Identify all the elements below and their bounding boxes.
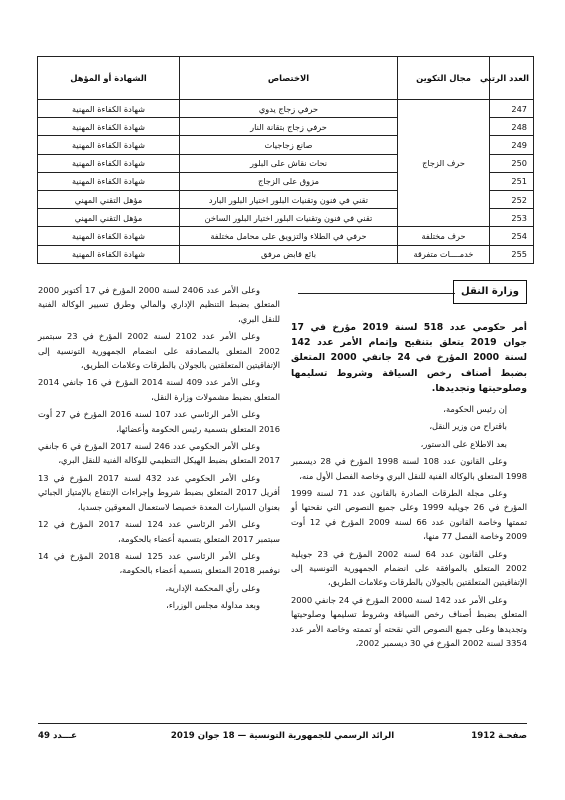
decree-title: أمر حكومي عدد 518 لسنة 2019 مؤرخ في 17 جوان 2019 يتعلق بتنقيح وإتمام الأمر عدد 142 لسنة 2000 المؤرخ في 24 جانفي 2000 المتعلق بضبط أصناف رخص السياقة وشروط تسليمها وصلوحيتها وتجديدها. <box>291 322 528 394</box>
cell-cert: شهادة الكفاءة المهنية <box>38 100 180 118</box>
decree-paragraph: وعلى الأمر عدد 409 لسنة 2014 المؤرخ في 16 جانفي 2014 المتعلق بضبط مشمولات وزارة النقل، <box>38 377 280 402</box>
decree-paragraph: وعلى الأمر الرئاسي عدد 107 لسنة 2016 المؤرخ في 27 أوت 2016 المتعلق بتسمية رئيس الحكومة وأعضائها، <box>38 409 280 434</box>
cell-num: 249 <box>490 136 534 154</box>
decree-column-left <box>38 283 280 616</box>
cell-spec: نحات نقاش على البلور <box>180 154 398 172</box>
journal-title: الرائد الرسمي للجمهورية التونسية — 18 جوان 2019 <box>170 731 395 741</box>
cell-num: 255 <box>490 245 534 263</box>
cell-num: 250 <box>490 154 534 172</box>
decree-paragraph: إن رئيس الحكومة، <box>443 404 507 415</box>
footer-rule <box>38 723 527 724</box>
cell-cert: مؤهل التقني المهني <box>38 190 180 208</box>
decree-paragraph: وعلى الأمر الحكومي عدد 246 لسنة 2017 المؤرخ في 6 جانفي 2017 المتعلق بضبط الهيكل التنظيمي للوكالة الفنية للنقل البري، <box>38 441 280 466</box>
header-spec: الاختصاص <box>180 57 398 100</box>
table-row <box>38 100 534 118</box>
cell-num: 247 <box>490 100 534 118</box>
table-header-row <box>38 57 534 100</box>
cell-spec: حرفي زجاج بتقانة النار <box>180 118 398 136</box>
decree-paragraph: وعلى مجلة الطرقات الصادرة بالقانون عدد 71 لسنة 1999 المؤرخ في 26 جويلية 1999 وعلى جميع النصوص التي نقحتها أو تممتها وخاصة القانون عدد 66 لسنة 2009 المؤرخ في 12 أوت 2009 وخاصة الفصل 77 منها، <box>291 488 528 542</box>
cell-field: خدمــــات متفرقة <box>398 245 490 263</box>
cell-spec: تقني في فنون وتقنيات البلور اختيار البلور الساخن <box>180 209 398 227</box>
specialties-table <box>38 56 534 264</box>
decree-paragraph: وعلى الأمر الرئاسي عدد 125 لسنة 2018 المؤرخ في 14 نوفمبر 2018 المتعلق بتسمية أعضاء بالحكومة، <box>38 550 280 576</box>
cell-num: 254 <box>490 227 534 245</box>
decree-column-right <box>291 320 527 654</box>
cell-spec: بائع قابض مرفق <box>180 245 398 263</box>
decree-paragraph: وعلى الأمر الحكومي عدد 432 لسنة 2017 المؤرخ في 13 أفريل 2017 المتعلق بضبط شروط وإجراءات الإنتفاع بالإمتياز الجبائي بعنوان السيارات المعدة خصيصا لاستعمال المعوقين جسديا، <box>38 472 280 512</box>
cell-num: 251 <box>490 172 534 190</box>
table-row <box>38 227 534 245</box>
cell-spec: مزوق على الزجاج <box>180 172 398 190</box>
cell-spec: حرفي زجاج يدوي <box>180 100 398 118</box>
cell-spec: حرفي في الطلاء والتزويق على محامل مختلفة <box>180 227 398 245</box>
page-number: صفحـة 1912 <box>471 731 527 741</box>
cell-spec: صانع زجاجيات <box>180 136 398 154</box>
decree-paragraph: وعلى رأي المحكمة الإدارية، <box>165 582 260 593</box>
cell-field: حرف مختلفة <box>398 227 490 245</box>
decree-paragraph: وعلى الأمر عدد 142 لسنة 2000 المؤرخ في 24 جانفي 2000 المتعلق بضبط أصناف رخص السياقة وشروط تسليمها وصلوحيتها وتجديدها وعلى جميع النصوص التي نقحته أو تممته وخاصة الأمر عدد 3354 لسنة 2002 المؤرخ في 30 ديسمبر 2002، <box>291 594 527 649</box>
decree-paragraph: بعد الاطلاع على الدستور، <box>420 438 507 449</box>
header-field: مجال التكوين <box>398 57 490 100</box>
cell-num: 252 <box>490 190 534 208</box>
cell-num: 248 <box>490 118 534 136</box>
cell-cert: شهادة الكفاءة المهنية <box>38 172 180 190</box>
decree-paragraph: وبعد مداولة مجلس الوزراء، <box>166 600 260 611</box>
cell-cert: شهادة الكفاءة المهنية <box>38 245 180 263</box>
cell-num: 253 <box>490 209 534 227</box>
table-row <box>38 245 534 263</box>
decree-paragraph: وعلى القانون عدد 64 لسنة 2002 المؤرخ في 23 جويلية 2002 المتعلق بالموافقة على انضمام الجمهورية التونسية إلى الإتفاقيتين المتعلقتين بالجولان بالطرقات وعلامات الطريق، <box>291 548 527 588</box>
cell-cert: شهادة الكفاءة المهنية <box>38 136 180 154</box>
cell-cert: شهادة الكفاءة المهنية <box>38 118 180 136</box>
decree-paragraph: وعلى القانون عدد 108 لسنة 1998 المؤرخ في 28 ديسمبر 1998 المتعلق بالوكالة الفنية للنقل البري وخاصة الفصل الأول منه، <box>291 456 527 481</box>
cell-cert: مؤهل التقني المهني <box>38 209 180 227</box>
cell-field: حرف الزجاج <box>398 100 490 227</box>
section-rule <box>298 293 455 294</box>
cell-spec: تقني في فنون وتقنيات البلور اختيار البلور البارد <box>180 190 398 208</box>
ministry-heading: وزارة النقل <box>453 280 527 304</box>
header-cert: الشهادة أو المؤهل <box>38 57 180 100</box>
decree-paragraph: وعلى الأمر عدد 2406 لسنة 2000 المؤرخ في 17 أكتوبر 2000 المتعلق بضبط التنظيم الإداري والمالي وطرق تسيير الوكالة الفنية للنقل البري، <box>38 285 280 324</box>
issue-number: عـــدد 49 <box>38 731 78 741</box>
decree-paragraph: وعلى الأمر عدد 2102 لسنة 2002 المؤرخ في 23 سبتمبر 2002 المتعلق بالمصادقة على انضمام الجمهورية التونسية إلى الإتفاقيتين المتعلقتين بالجولان بالطرقات وعلامات الطريق، <box>38 331 280 371</box>
header-num: العدد الرتبي <box>490 57 534 100</box>
cell-cert: شهادة الكفاءة المهنية <box>38 227 180 245</box>
decree-paragraph: باقتراح من وزير النقل، <box>429 421 507 432</box>
decree-paragraph: وعلى الأمر الرئاسي عدد 124 لسنة 2017 المؤرخ في 12 سبتمبر 2017 المتعلق بتسمية أعضاء بالحكومة، <box>38 519 280 544</box>
cell-cert: شهادة الكفاءة المهنية <box>38 154 180 172</box>
